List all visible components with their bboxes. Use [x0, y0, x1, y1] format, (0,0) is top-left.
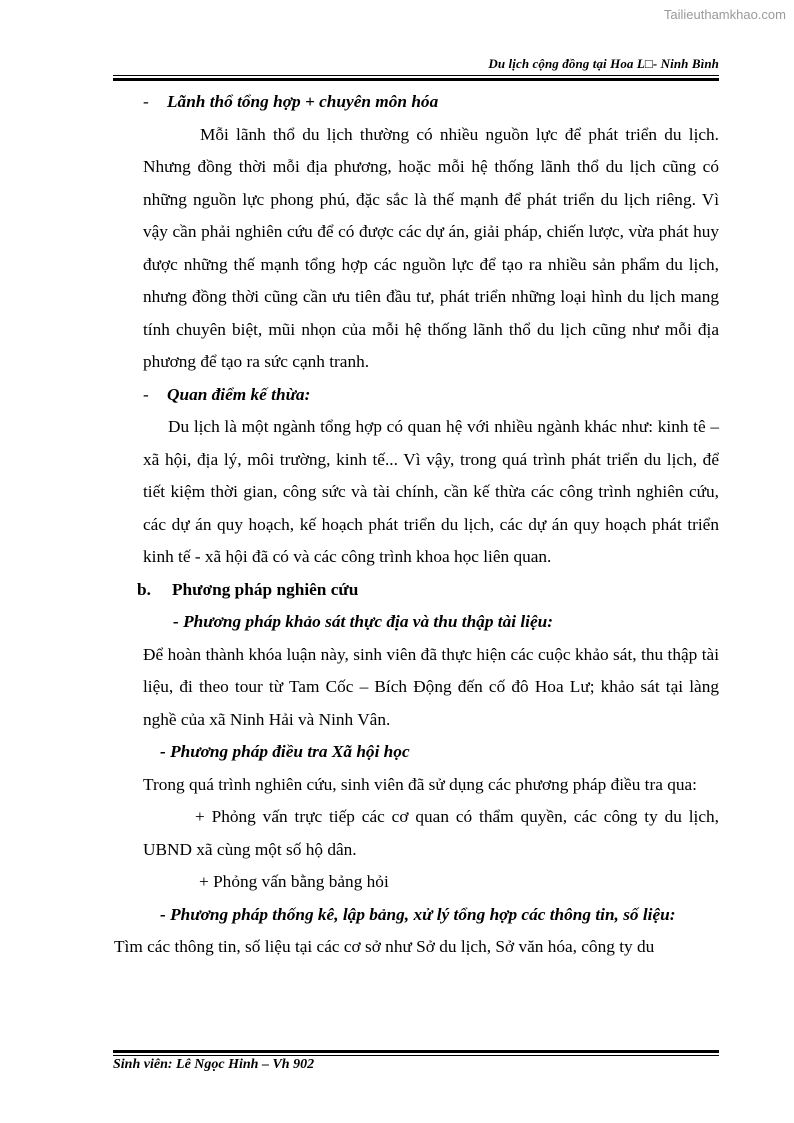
heading-text: Quan điểm kế thừa:	[167, 384, 311, 404]
paragraph-statistics: Tìm các thông tin, số liệu tại các cơ sở như Sở du lịch, Sở văn hóa, công ty du	[114, 937, 655, 956]
header-rule	[113, 75, 719, 76]
paragraph-sociology: Trong quá trình nghiên cứu, sinh viên đã sử dụng các phương pháp điều tra qua:	[143, 774, 697, 794]
section-b-label: b.	[137, 579, 151, 599]
list-item-interview-direct: + Phỏng vấn trực tiếp các cơ quan có thẩm quyền, các công ty du lịch, UBND xã cùng một số hộ dân.	[143, 807, 719, 859]
list-item-questionnaire: + Phỏng vấn bằng bảng hỏi	[199, 872, 389, 891]
heading-text: Lãnh thổ tổng hợp + chuyên môn hóa	[167, 92, 439, 111]
paragraph-field-survey: Để hoàn thành khóa luận này, sinh viên đã thực hiện các cuộc khảo sát, thu thập tài liệu, đi theo tour từ Tam Cốc – Bích Động đến cố đô Hoa Lư; khảo sát tại làng nghề của xã Ninh Hải và Ninh Vân.	[143, 644, 719, 729]
footer-rule	[113, 1055, 719, 1056]
method-heading-statistics: - Phương pháp thống kê, lập bảng, xử lý tổng hợp các thông tin, số liệu:	[160, 904, 676, 924]
section-heading-territory	[143, 86, 719, 119]
method-heading-sociology: - Phương pháp điều tra Xã hội học	[160, 742, 410, 761]
paragraph-territory: Mỗi lãnh thổ du lịch thường có nhiều nguồn lực để phát triển du lịch. Nhưng đồng thời mỗi địa phương, hoặc mỗi hệ thống lãnh thổ du lịch cũng có những nguồn lực phong phú, đặc sắc là thế mạnh để phát triển du lịch riêng. Vì vậy cần phải nghiên cứu để có được các dự án, giải pháp, chiến lược, vừa phát huy được những thế mạnh tổng hợp các nguồn lực để tạo ra nhiều sản phẩm du lịch, nhưng đồng thời cũng cần ưu tiên đầu tư, phát triển những loại hình du lịch mang tính chuyên biệt, mũi nhọn của mỗi hệ thống lãnh thổ du lịch cũng như mỗi địa phương để tạo ra sức cạnh tranh.	[143, 124, 719, 371]
method-heading-field-survey: - Phương pháp khảo sát thực địa và thu thập tài liệu:	[173, 612, 553, 631]
header-rule-thick	[113, 78, 719, 81]
running-header-title: Du lịch cộng đồng tại Hoa L□- Ninh Bình	[488, 56, 719, 71]
section-b-heading	[137, 574, 719, 607]
paragraph-inheritance: Du lịch là một ngành tổng hợp có quan hệ với nhiều ngành khác như: kinh tê – xã hội, địa lý, môi trường, kinh tế... Vì vậy, trong quá trình phát triển du lịch, để tiết kiệm thời gian, công sức và tài chính, cần kế thừa các công trình nghiên cứu, các dự án quy hoạch, kế hoạch phát triển du lịch, các dự án quy hoạch phát triển kinh tế - xã hội đã có và các công trình khoa học liên quan.	[143, 417, 719, 566]
footer-student-name: Sinh viên: Lê Ngọc Hinh – Vh 902	[113, 1057, 315, 1072]
section-heading-inheritance	[143, 379, 719, 412]
bullet-dash: -	[143, 92, 149, 111]
watermark: Tailieuthamkhao.com	[663, 7, 786, 22]
footer-rule-thick	[113, 1050, 719, 1053]
bullet-dash: -	[143, 384, 149, 404]
section-b-title: Phương pháp nghiên cứu	[172, 579, 359, 599]
page-body	[114, 86, 719, 964]
